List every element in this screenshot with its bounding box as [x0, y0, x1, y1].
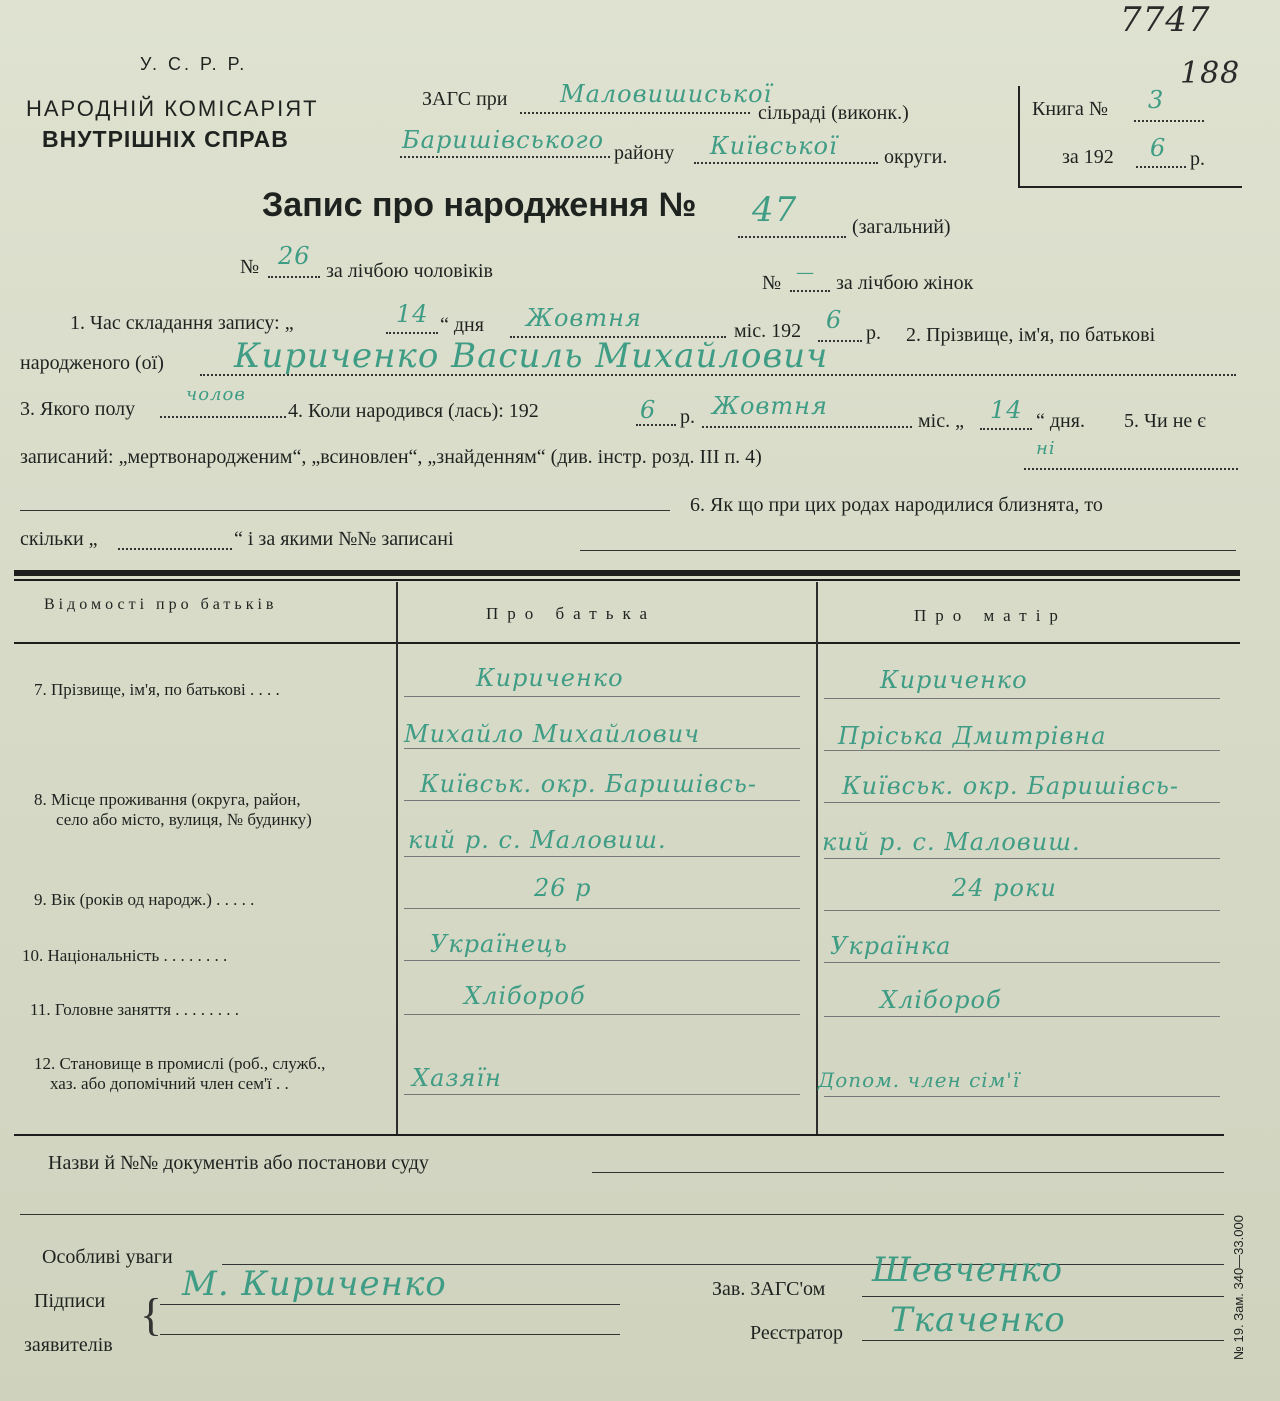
documents-label: Назви й №№ документів або постанови суду [48, 1152, 429, 1174]
field4-r: р. [680, 406, 695, 428]
mother-age: 24 роки [952, 874, 1057, 902]
book-label: Книга № [1032, 98, 1108, 120]
row8-label2: село або місто, вулиця, № будинку) [56, 810, 312, 829]
row12-label2: хаз. або допомічний член сем'ї . . [50, 1074, 289, 1093]
field1-r: р. [866, 322, 881, 344]
field5-label: 5. Чи не є [1124, 410, 1206, 432]
row7-label: 7. Прізвище, ім'я, по батькові . . . . [34, 680, 280, 699]
mother-address-2: кий р. с. Маловиш. [822, 828, 1081, 856]
father-nationality: Українець [430, 930, 568, 958]
field6-label: 6. Як що при цих родах народилися близнята, то [690, 494, 1103, 516]
field3-label: 3. Якого полу [20, 398, 136, 420]
field1-label: 1. Час складання запису: „ [70, 312, 294, 334]
registrar-signature: Ткаченко [890, 1300, 1066, 1340]
father-status: Хазяїн [412, 1064, 502, 1092]
mother-name: Пріська Дмитрівна [838, 722, 1107, 750]
commissariat-line1: НАРОДНІЙ КОМІСАРІЯТ [26, 96, 319, 121]
general-label: (загальний) [852, 216, 951, 238]
head-label: Зав. ЗАГС'ом [712, 1278, 826, 1300]
father-occupation: Хлібороб [464, 982, 586, 1010]
male-number: 26 [278, 242, 311, 270]
row12-label1: 12. Становище в промислі (роб., служб., [34, 1054, 326, 1073]
field6-text1: скільки „ [20, 528, 98, 550]
table-header-mother: Про матір [914, 606, 1067, 625]
mother-nationality: Українка [830, 932, 952, 960]
form-title: Запис про народження № [262, 186, 697, 224]
brace-symbol: { [140, 1289, 163, 1340]
field1-year: 6 [826, 306, 843, 334]
district-value: Баришівського [402, 126, 605, 154]
field5-answer: ні [1036, 438, 1056, 459]
archive-subnumber: 188 [1180, 56, 1241, 91]
female-number: — [796, 262, 815, 283]
notes-label: Особливі уваги [42, 1246, 173, 1268]
row9-label: 9. Вік (років од народж.) . . . . . [34, 890, 255, 909]
okruga-value: Київської [710, 132, 838, 160]
father-surname: Кириченко [476, 664, 624, 692]
record-number: 47 [752, 190, 798, 230]
row10-label: 10. Національність . . . . . . . . [22, 946, 228, 965]
father-age: 26 р [534, 874, 592, 902]
child-sex: чолов [186, 384, 246, 405]
district-label: району [614, 142, 675, 164]
field5-text: записаний: „мертвонародженим“, „всиновлен“, „знайденням“ (див. інстр. розд. III п. 4) [20, 446, 762, 468]
birth-month: Жовтня [712, 392, 828, 420]
field2-label: 2. Прізвище, ім'я, по батькові [906, 324, 1156, 346]
birth-day: 14 [990, 396, 1023, 424]
registrar-label: Реєстратор [750, 1322, 844, 1344]
male-label: за лічбою чоловіків [326, 260, 493, 282]
field2-born: народженого (ої) [20, 352, 164, 374]
year-prefix: за 192 [1062, 146, 1114, 168]
male-no-prefix: № [240, 256, 260, 278]
mother-address-1: Київськ. окр. Баришівсь- [842, 772, 1179, 800]
signatures-label1: Підписи [34, 1290, 106, 1312]
field1-day-suffix: “ дня [440, 314, 484, 336]
field4-mis: міс. „ [918, 410, 964, 432]
row11-label: 11. Головне заняття . . . . . . . . [30, 1000, 240, 1019]
commissariat-line2: ВНУТРІШНІХ СПРАВ [42, 126, 289, 152]
field1-month: Жовтня [526, 304, 642, 332]
ussr-label: У. С. Р. Р. [140, 54, 248, 74]
mother-status: Допом. член сім'ї [818, 1068, 1021, 1092]
archive-number: 7747 [1120, 0, 1211, 40]
zags-prefix: ЗАГС при [422, 88, 508, 110]
zags-village: Маловишиської [560, 80, 773, 108]
field4-day-suffix: “ дня. [1036, 410, 1085, 432]
okruga-label: округи. [884, 146, 948, 168]
mother-occupation: Хлібороб [880, 986, 1002, 1014]
table-header-parents: Відомості про батьків [44, 596, 278, 613]
year-suffix: р. [1190, 148, 1205, 170]
field1-day: 14 [396, 300, 429, 328]
female-label: за лічбою жінок [836, 272, 974, 294]
head-signature: Шевченко [872, 1250, 1064, 1290]
table-header-father: Про батька [486, 604, 657, 623]
father-name: Михайло Михайлович [404, 720, 701, 748]
mother-surname: Кириченко [880, 666, 1028, 694]
signatures-label2: заявителів [24, 1334, 113, 1356]
father-address-2: кий р. с. Маловиш. [408, 826, 667, 854]
print-mark: № 19. Зам. 340—33.000 [1231, 1215, 1246, 1360]
child-full-name: Кириченко Василь Михайлович [234, 336, 829, 376]
year-value: 6 [1150, 134, 1167, 162]
field4-label: 4. Коли народився (лась): 192 [288, 400, 539, 422]
applicant-signature: М. Кириченко [182, 1264, 447, 1304]
zags-suffix: сільраді (виконк.) [758, 102, 909, 124]
table-top-rule [14, 570, 1240, 576]
female-no-prefix: № [762, 272, 782, 294]
father-address-1: Київськ. окр. Баришівсь- [420, 770, 757, 798]
field1-mis: міс. 192 [734, 320, 802, 342]
row8-label1: 8. Місце проживання (округа, район, [34, 790, 301, 809]
field6-text2: “ і за якими №№ записані [234, 528, 454, 550]
book-number: 3 [1148, 86, 1165, 114]
birth-year: 6 [640, 396, 657, 424]
